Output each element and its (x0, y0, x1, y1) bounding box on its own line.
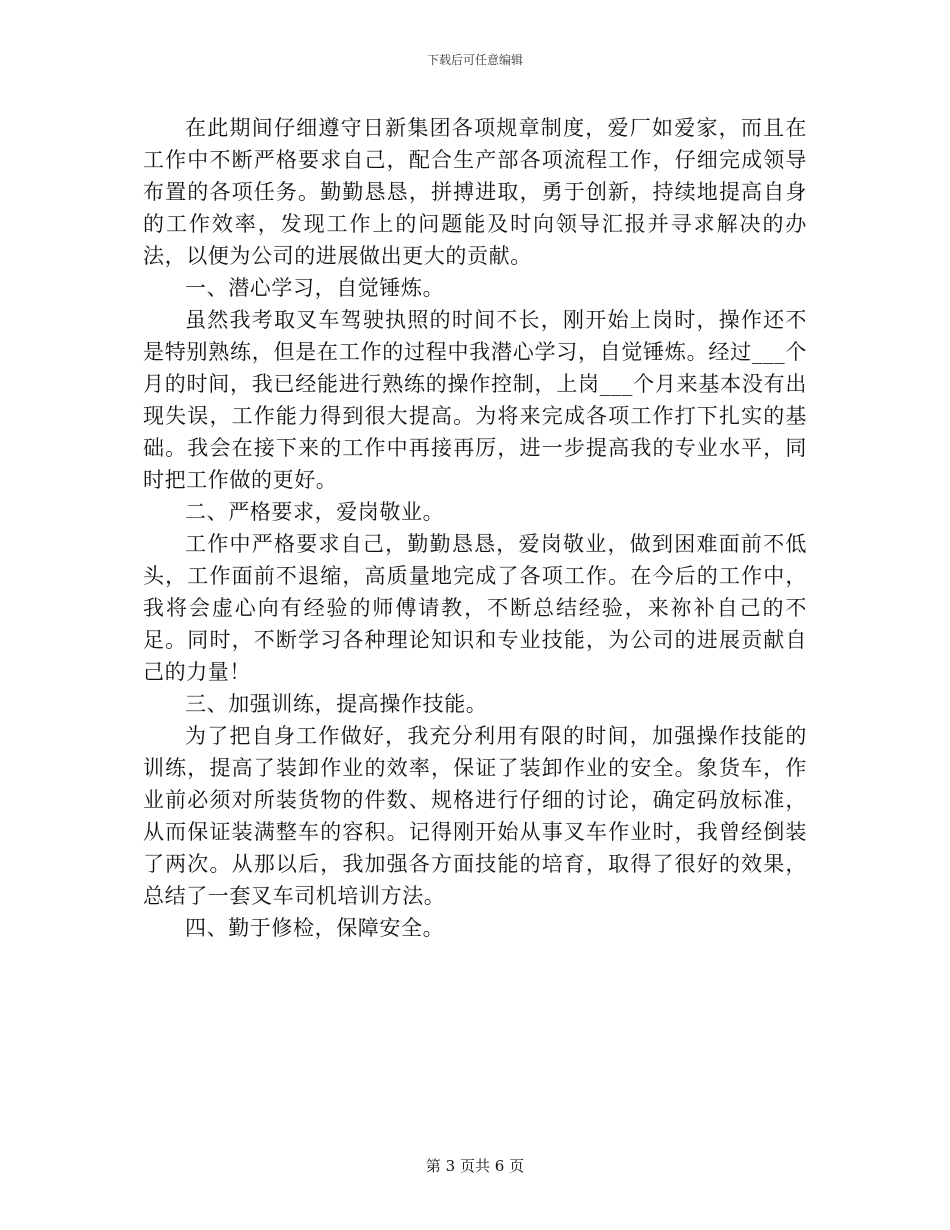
paragraph-study-text-c: 个月来基本没有出现失误，工作能力得到很大提高。为将来完成各项工作打下扎实的基础。我会在接下来的工作中再接再厉，进一步提高我的专业水平，同时把工作做的更好。 (143, 372, 807, 492)
page-header: 下载后可任意编辑 (426, 53, 523, 67)
paragraph-study-text-a: 虽然我考取叉车驾驶执照的时间不长，刚开始上岗时，操作还不是特别熟练，但是在工作的过程中我潜心学习，自觉锤炼。经过 (143, 308, 807, 364)
section-heading-3: 三、加强训练，提高操作技能。 (185, 692, 488, 716)
fill-blank-2: ___ (599, 372, 633, 396)
paragraph-study-text-b: 个月的时间，我已经能进行熟练的操作控制，上岗 (143, 340, 807, 396)
fill-blank-1: ___ (751, 340, 786, 364)
paragraph-study (143, 304, 807, 496)
document-body (143, 112, 807, 944)
paragraph-intro: 在此期间仔细遵守日新集团各项规章制度，爱厂如爱家，而且在工作中不断严格要求自己，配合生产部各项流程工作，仔细完成领导布置的各项任务。勤勤恳恳，拼搏进取，勇于创新，持续地提高自身的工作效率，发现工作上的问题能及时向领导汇报并寻求解决的办法，以便为公司的进展做出更大的贡献。 (143, 116, 807, 268)
section-heading-2: 二、严格要求，爱岗敬业。 (185, 500, 445, 524)
section-heading-1: 一、潜心学习，自觉锤炼。 (185, 276, 445, 300)
paragraph-dedication: 工作中严格要求自己，勤勤恳恳，爱岗敬业，做到困难面前不低头，工作面前不退缩，高质量地完成了各项工作。在今后的工作中，我将会虚心向有经验的师傅请教，不断总结经验，来祢补自己的不足。同时，不断学习各种理论知识和专业技能，为公司的进展贡献自己的力量！ (143, 532, 807, 684)
section-heading-4: 四、勤于修检，保障安全。 (185, 916, 445, 940)
paragraph-training: 为了把自身工作做好，我充分利用有限的时间，加强操作技能的训练，提高了装卸作业的效率，保证了装卸作业的安全。象货车，作业前必须对所装货物的件数、规格进行仔细的讨论，确定码放标准，从而保证装满整车的容积。记得刚开始从事叉车作业时，我曾经倒装了两次。从那以后，我加强各方面技能的培育，取得了很好的效果，总结了一套叉车司机培训方法。 (143, 724, 807, 908)
page-footer: 第 3 页共 6 页 (425, 1157, 525, 1175)
